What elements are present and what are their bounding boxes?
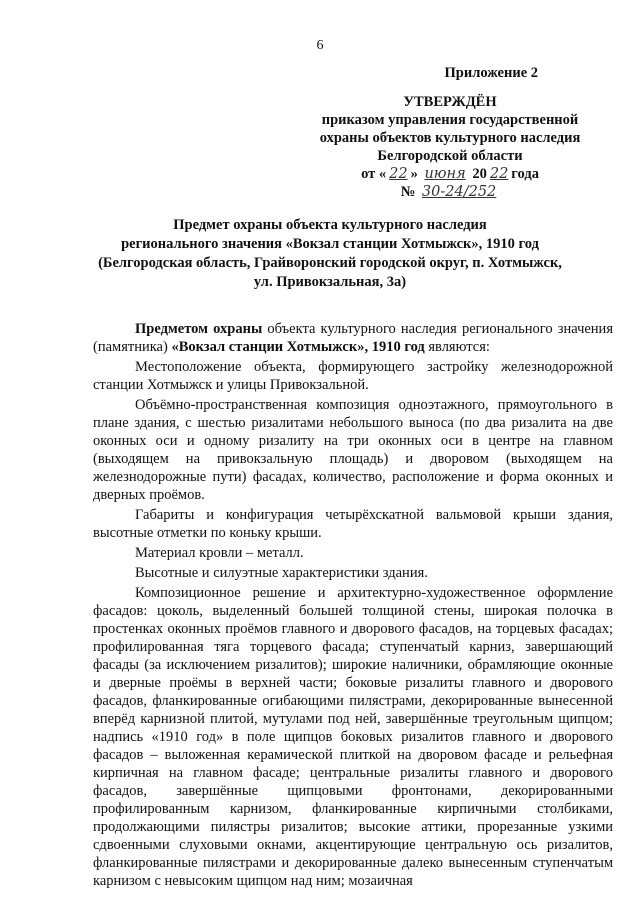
title-line-4: ул. Привокзальная, 3а) bbox=[253, 274, 407, 290]
number-handwritten: 30-24/252 bbox=[421, 184, 497, 200]
paragraph-roof: Габариты и конфигурация четырёхскатной вальмовой крыши здания, высотные отметки по коньку крыши. bbox=[93, 507, 613, 541]
date-year-handwritten: 22 bbox=[489, 166, 509, 182]
paragraph-height: Высотные и силуэтные характеристики здания. bbox=[135, 565, 428, 581]
date-day-handwritten: 22 bbox=[389, 166, 408, 182]
paragraph-intro bbox=[93, 320, 613, 356]
page-number: 6 bbox=[316, 38, 324, 53]
intro-text-2: являются: bbox=[424, 339, 490, 355]
title-line-3: (Белгородская область, Грайворонский городской округ, п. Хотмыжск, bbox=[98, 255, 562, 271]
intro-bold-1: Предметом охраны bbox=[135, 321, 263, 337]
paragraph-facades: Композиционное решение и архитектурно-художественное оформление фасадов: цоколь, выделенный большей толщиной стены, широкая полочка в простенках оконных проёмов главного и дворового фасадов, на торцевых фасадах; профилированная тяга торцевого фасада; ступенчатый карниз, завершающий фасады (за исключением ризалитов); широкие наличники, обрамляющие оконные и дверные проёмы в верхней части; боковые ризалиты главного и дворового фасадов, фланкированные огибающими пилястрами, декорированные вынесенной вперёд карнизной плитой, мутулами под ней, завершённые треугольным щипцом; надпись «1910 год» в поле щипцов боковых ризалитов главного и дворового фасадов – выложенная керамической плиткой на дворовом фасаде и рельефная кирпичная на главном фасаде; центральные ризалиты главного и дворового фасадов, завершённые щипцовыми фронтонами, декорированными профилированным карнизом, фланкированные кирпичными столбиками, продолжающими пилястры ризалитов; высокие аттики, прорезанные узкими сдвоенными слуховыми окнами, акцентирующие центральную ось ризалитов, фланкированные пилястрами и декорированные далеко вынесенным ступенчатым карнизом с невысоким щипцом над ним; мозаичная bbox=[93, 585, 613, 889]
approval-date bbox=[300, 165, 600, 183]
date-suffix: года bbox=[511, 166, 539, 182]
approved-heading: УТВЕРЖДЁН bbox=[403, 94, 497, 110]
approval-block bbox=[300, 64, 600, 201]
date-mid: » bbox=[410, 166, 418, 182]
document-title bbox=[90, 216, 570, 292]
paragraph-roof-material: Материал кровли – металл. bbox=[135, 545, 304, 561]
number-label: № bbox=[400, 184, 416, 200]
approval-line-2: охраны объектов культурного наследия bbox=[319, 130, 581, 146]
approval-line-3: Белгородской области bbox=[377, 148, 523, 164]
appendix-label: Приложение 2 bbox=[444, 65, 538, 81]
title-line-2: регионального значения «Вокзал станции Хотмыжск», 1910 год bbox=[121, 236, 539, 252]
title-line-1: Предмет охраны объекта культурного наследия bbox=[173, 217, 487, 233]
intro-bold-2: «Вокзал станции Хотмыжск», 1910 год bbox=[171, 339, 425, 355]
approval-number bbox=[300, 183, 600, 201]
date-month-handwritten: июня bbox=[424, 166, 466, 182]
date-prefix: от « bbox=[361, 166, 387, 182]
intro-text-1: объекта культурного наследия регионального значения (памятника) bbox=[93, 321, 613, 355]
paragraph-location: Местоположение объекта, формирующего застройку железнодорожной станции Хотмыжск и улицы Привокзальной. bbox=[93, 359, 613, 393]
document-body bbox=[93, 320, 613, 890]
approval-line-1: приказом управления государственной bbox=[321, 112, 579, 128]
paragraph-composition: Объёмно-пространственная композиция одноэтажного, прямоугольного в плане здания, с шестью ризалитами небольшого выноса (по два ризалита на две оконных оси и одному ризалиту на три оконных оси в центре на главном (выходящем на привокзальную площадь) и дворовом (выходящем на железнодорожные пути) фасадах, количество, расположение и форма оконных и дверных проёмов. bbox=[93, 397, 613, 503]
date-year-prefix: 20 bbox=[472, 166, 487, 182]
